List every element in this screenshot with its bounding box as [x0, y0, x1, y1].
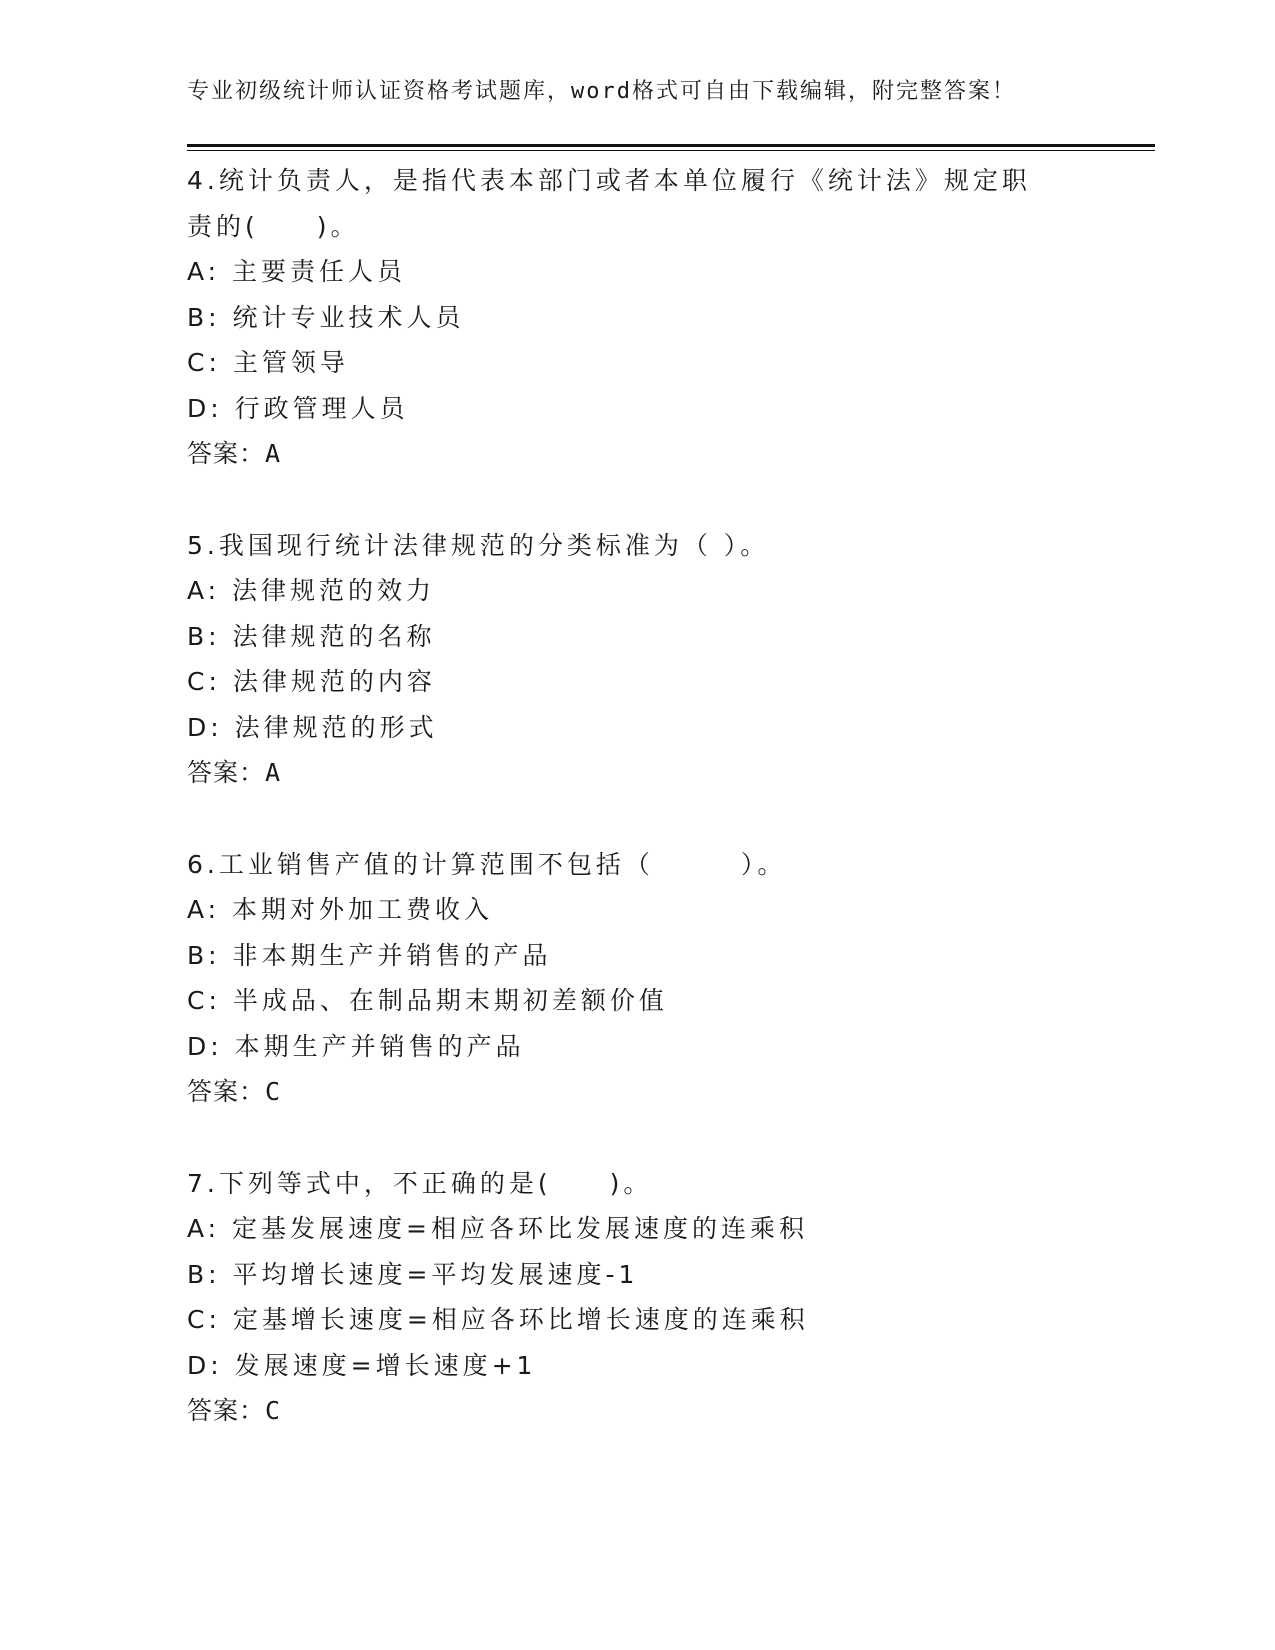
- option-d: D: 法律规范的形式: [187, 712, 438, 742]
- answer: [187, 750, 1087, 796]
- option-c: C: 法律规范的内容: [187, 667, 436, 696]
- answer: [187, 431, 1087, 477]
- header-rule-thick: [187, 144, 1155, 147]
- answer-label: 答案：: [187, 758, 266, 787]
- answer: [187, 1388, 1087, 1434]
- option-a: A: 主要责任人员: [187, 257, 407, 286]
- header-rule-thin: [187, 150, 1155, 151]
- option-d: D: 本期生产并销售的产品: [187, 1031, 525, 1061]
- question-stem: 6.工业销售产值的计算范围不包括（ ）。: [187, 849, 787, 879]
- answer-label: 答案：: [187, 1396, 266, 1425]
- answer-label: 答案：: [187, 439, 266, 468]
- option-b: B: 非本期生产并销售的产品: [187, 940, 552, 970]
- question-7: [187, 1161, 1087, 1434]
- answer-value: C: [265, 1077, 282, 1106]
- option-d: D: 行政管理人员: [187, 393, 409, 423]
- option-c: C: 定基增长速度=相应各环比增长速度的连乘积: [187, 1305, 809, 1334]
- question-spacer: [187, 796, 1087, 842]
- answer-value: A: [265, 758, 282, 787]
- answer-value: A: [265, 439, 282, 468]
- option-b: B: 平均增长速度=平均发展速度-1: [187, 1259, 639, 1289]
- option-a: A: 本期对外加工费收入: [187, 895, 494, 924]
- question-5: [187, 523, 1087, 796]
- option-d: D: 发展速度=增长速度+1: [187, 1350, 537, 1380]
- question-spacer: [187, 477, 1087, 523]
- option-c: C: 半成品、在制品期末期初差额价值: [187, 986, 668, 1015]
- option-a: A: 定基发展速度=相应各环比发展速度的连乘积: [187, 1214, 808, 1243]
- question-list: [187, 158, 1087, 1434]
- answer-value: C: [265, 1396, 282, 1425]
- option-b: B: 统计专业技术人员: [187, 302, 465, 332]
- question-4: [187, 158, 1087, 477]
- option-b: B: 法律规范的名称: [187, 621, 436, 651]
- answer-label: 答案：: [187, 1077, 266, 1106]
- question-stem: 5.我国现行统计法律规范的分类标准为（ ）。: [187, 530, 770, 560]
- option-a: A: 法律规范的效力: [187, 576, 436, 605]
- question-spacer: [187, 1115, 1087, 1161]
- page-header: 专业初级统计师认证资格考试题库，word格式可自由下载编辑，附完整答案！: [187, 79, 1016, 104]
- question-stem: 4.统计负责人，是指代表本部门或者本单位履行《统计法》规定职责的( )。: [187, 166, 1031, 241]
- answer: [187, 1069, 1087, 1115]
- option-c: C: 主管领导: [187, 348, 349, 377]
- question-6: [187, 842, 1087, 1115]
- question-stem: 7.下列等式中，不正确的是( )。: [187, 1168, 653, 1198]
